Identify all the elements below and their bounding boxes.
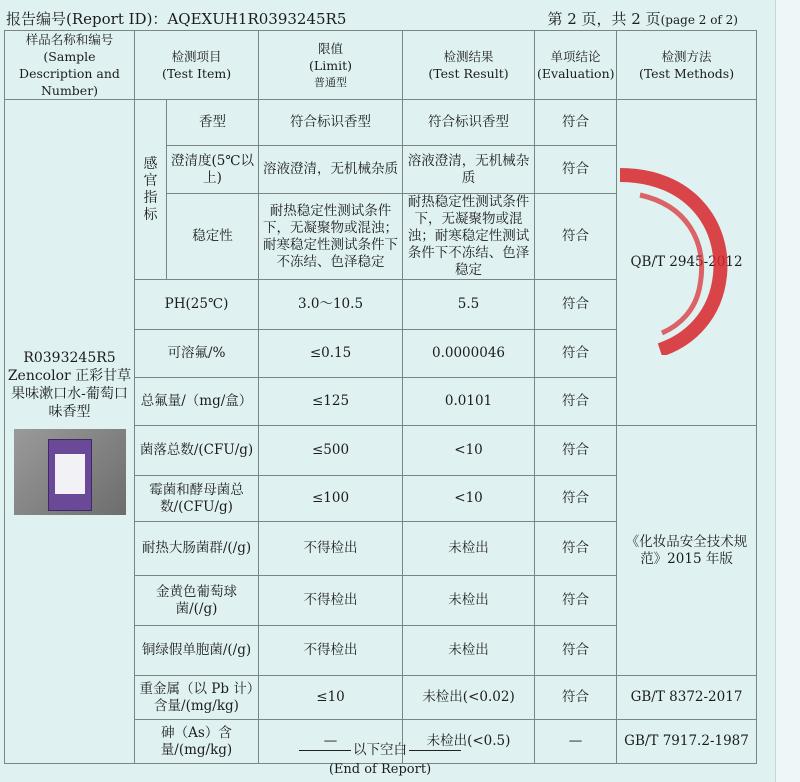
evaluation: 符合: [535, 100, 617, 146]
test-result: 未检出(<0.5): [403, 720, 535, 764]
limit-value: ≤125: [259, 378, 403, 426]
col-item-cn: 检测项目: [171, 49, 222, 64]
table-header-row: [5, 31, 757, 100]
col-sample: [5, 31, 135, 100]
test-item: 香型: [167, 100, 259, 146]
test-result: 溶液澄清，无机械杂质: [403, 146, 535, 194]
report-header: [0, 0, 800, 30]
col-method: [617, 31, 757, 100]
test-result: 5.5: [403, 280, 535, 330]
evaluation: 符合: [535, 194, 617, 280]
test-result: 符合标识香型: [403, 100, 535, 146]
method-gbt-8372: GB/T 8372-2017: [617, 676, 757, 720]
test-result: 0.0101: [403, 378, 535, 426]
page-indicator: [547, 8, 738, 29]
evaluation: 符合: [535, 146, 617, 194]
method-cosmetic-spec: 《化妆品安全技术规范》2015 年版: [617, 426, 757, 676]
end-cn-text: 以下空白: [353, 742, 407, 758]
table-row: [5, 100, 757, 146]
col-eval-en: (Evaluation): [537, 66, 615, 81]
evaluation: 符合: [535, 426, 617, 476]
evaluation: 符合: [535, 522, 617, 576]
test-item: 菌落总数/(CFU/g): [135, 426, 259, 476]
test-item: 总氟量/（mg/盒）: [135, 378, 259, 426]
test-result: 未检出: [403, 576, 535, 626]
col-item: [135, 31, 259, 100]
col-method-cn: 检测方法: [661, 49, 712, 64]
col-limit-en: (Limit): [309, 57, 352, 73]
col-result: [403, 31, 535, 100]
page-cn: 第 2 页，共 2 页: [547, 10, 661, 28]
page-en: (page 2 of 2): [660, 13, 738, 27]
col-sample-cn: 样品名称和编号: [25, 32, 114, 47]
col-result-en: (Test Result): [428, 66, 509, 81]
limit-value: ≤100: [259, 476, 403, 522]
limit-value: 不得检出: [259, 522, 403, 576]
report-id-label: 报告编号(Report ID)：: [6, 10, 168, 28]
limit-value: 耐热稳定性测试条件下，无凝聚物或混浊；耐寒稳定性测试条件下不冻结、色泽稳定: [259, 194, 403, 280]
test-item: 可溶氟/%: [135, 330, 259, 378]
test-item: PH(25℃): [135, 280, 259, 330]
end-of-report-en: (End of Report): [328, 762, 432, 777]
evaluation: 符合: [535, 576, 617, 626]
test-result: <10: [403, 426, 535, 476]
test-item: 稳定性: [167, 194, 259, 280]
col-result-cn: 检测结果: [443, 49, 494, 64]
col-eval-cn: 单项结论: [550, 49, 601, 64]
test-item: 澄清度(5℃以上): [167, 146, 259, 194]
product-photo: [14, 429, 126, 515]
evaluation: 符合: [535, 676, 617, 720]
test-item: 金黄色葡萄球菌/(/g): [135, 576, 259, 626]
limit-value: 不得检出: [259, 626, 403, 676]
limit-value: 符合标识香型: [259, 100, 403, 146]
evaluation: 符合: [535, 280, 617, 330]
sample-name: Zencolor 正彩甘草果味漱口水-葡萄口味香型: [7, 367, 132, 420]
test-item: 重金属（以 Pb 计）含量/(mg/kg): [135, 676, 259, 720]
col-limit-cn: 限值: [318, 40, 344, 56]
col-limit: [259, 31, 403, 100]
col-item-en: (Test Item): [161, 66, 232, 81]
test-item: 霉菌和酵母菌总数/(CFU/g): [135, 476, 259, 522]
method-gbt-7917: GB/T 7917.2-1987: [617, 720, 757, 764]
limit-value: 溶液澄清，无机械杂质: [259, 146, 403, 194]
limit-value: —: [259, 720, 403, 764]
results-table: [4, 30, 757, 764]
col-method-en: (Test Methods): [638, 66, 735, 81]
test-item: 铜绿假单胞菌/(/g): [135, 626, 259, 676]
evaluation: 符合: [535, 626, 617, 676]
test-result: 未检出: [403, 626, 535, 676]
limit-value: 3.0～10.5: [259, 280, 403, 330]
limit-value: ≤500: [259, 426, 403, 476]
window-edge: [775, 0, 800, 782]
evaluation: 符合: [535, 330, 617, 378]
end-of-report-cn: [0, 738, 760, 758]
report-id: [6, 8, 346, 29]
limit-value: 不得检出: [259, 576, 403, 626]
sample-cell: [5, 100, 135, 764]
sample-number: R0393245R5: [23, 349, 116, 366]
test-item: 耐热大肠菌群/(/g): [135, 522, 259, 576]
test-result: 耐热稳定性测试条件下，无凝聚物或混浊；耐寒稳定性测试条件下不冻结、色泽稳定: [403, 194, 535, 280]
col-limit-sub: 普通型: [314, 75, 348, 89]
test-result: 0.0000046: [403, 330, 535, 378]
limit-value: ≤0.15: [259, 330, 403, 378]
test-result: 未检出(<0.02): [403, 676, 535, 720]
test-result: 未检出: [403, 522, 535, 576]
evaluation: 符合: [535, 378, 617, 426]
method-qbt: QB/T 2945-2012: [617, 100, 757, 426]
evaluation: 符合: [535, 476, 617, 522]
col-sample-en: (Sample Description and Number): [19, 49, 120, 98]
test-result: <10: [403, 476, 535, 522]
limit-value: ≤10: [259, 676, 403, 720]
sensory-group-label: 感官指标: [135, 100, 167, 280]
test-item: 砷（As）含量/(mg/kg): [135, 720, 259, 764]
evaluation: —: [535, 720, 617, 764]
report-id-value: AQEXUH1R0393245R5: [167, 10, 347, 28]
col-eval: [535, 31, 617, 100]
